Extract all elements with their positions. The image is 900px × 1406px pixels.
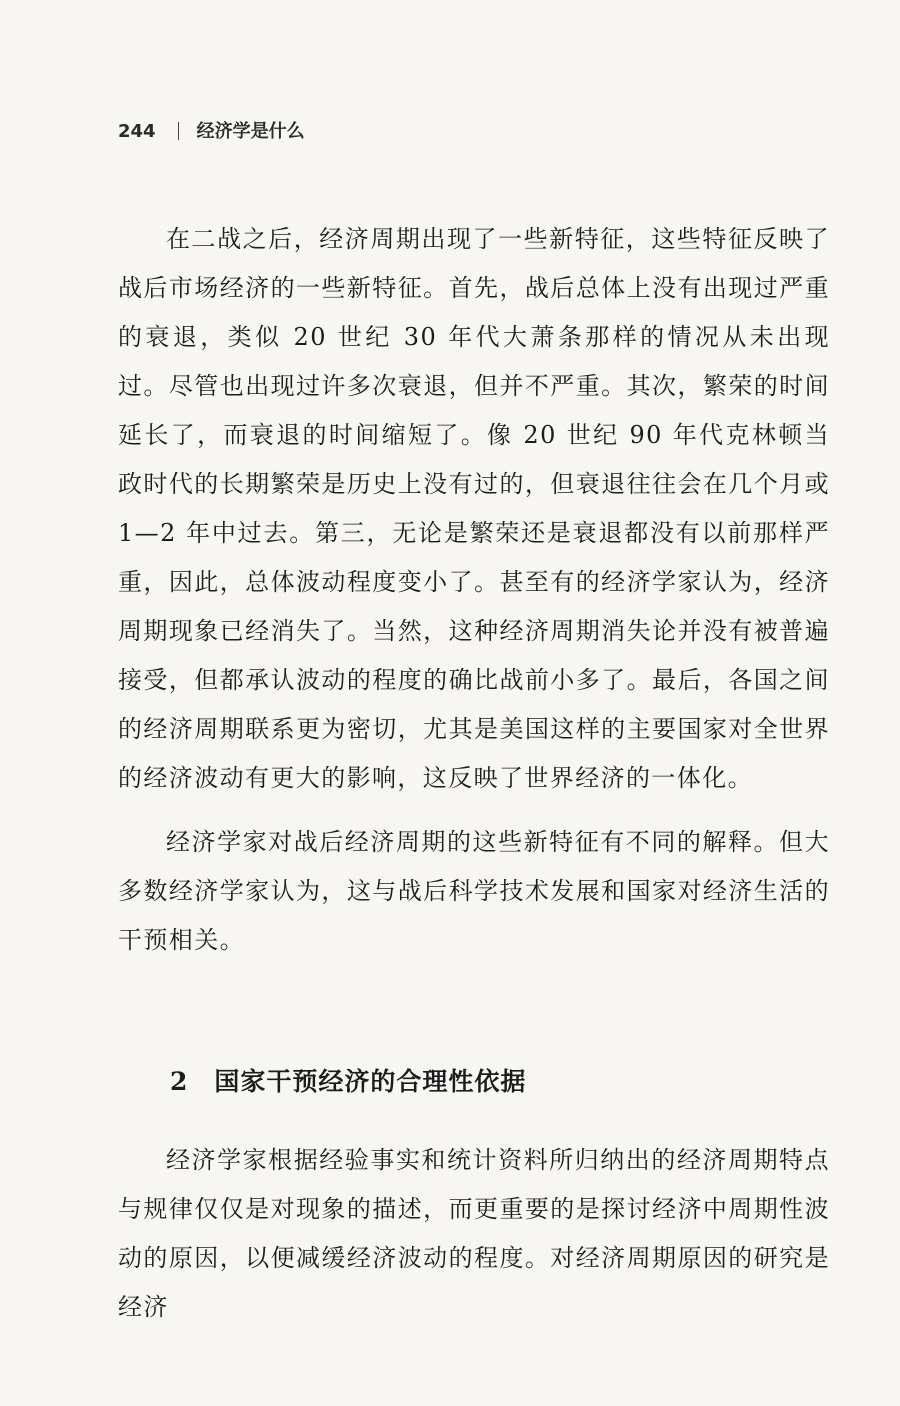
paragraph-postwar-features: 在二战之后，经济周期出现了一些新特征，这些特征反映了战后市场经济的一些新特征。首先，战后总体上没有出现过严重的衰退，类似 20 世纪 30 年代大萧条那样的情况从未出现过。尽管也出现过许多次衰退，但并不严重。其次，繁荣的时间延长了，而衰退的时间缩短了。像 20 世纪 90 年代克林顿当政时代的长期繁荣是历史上没有过的，但衰退往往会在几个月或 1—2 年中过去。第三，无论是繁荣还是衰退都没有以前那样严重，因此，总体波动程度变小了。甚至有的经济学家认为，经济周期现象已经消失了。当然，这种经济周期消失论并没有被普遍接受，但都承认波动的程度的确比战前小多了。最后，各国之间的经济周期联系更为密切，尤其是美国这样的主要国家对全世界的经济波动有更大的影响，这反映了世界经济的一体化。: [118, 225, 830, 792]
paragraph-explanations: 经济学家对战后经济周期的这些新特征有不同的解释。但大多数经济学家认为，这与战后科学技术发展和国家对经济生活的干预相关。: [118, 828, 830, 954]
body-text-block: [118, 215, 830, 803]
running-header: [118, 117, 305, 143]
body-text-block: [118, 1136, 830, 1332]
section-number: 2: [170, 1067, 189, 1096]
book-title: 经济学是什么: [196, 121, 305, 142]
section-title: 国家干预经济的合理性依据: [214, 1067, 527, 1096]
section-heading: [170, 1062, 526, 1098]
header-divider: [178, 122, 179, 140]
paragraph-cycle-causes: 经济学家根据经验事实和统计资料所归纳出的经济周期特点与规律仅仅是对现象的描述，而更重要的是探讨经济中周期性波动的原因，以便减缓经济波动的程度。对经济周期原因的研究是经济: [118, 1146, 830, 1321]
page-number: 244: [118, 121, 156, 142]
body-text-block: [118, 818, 830, 965]
